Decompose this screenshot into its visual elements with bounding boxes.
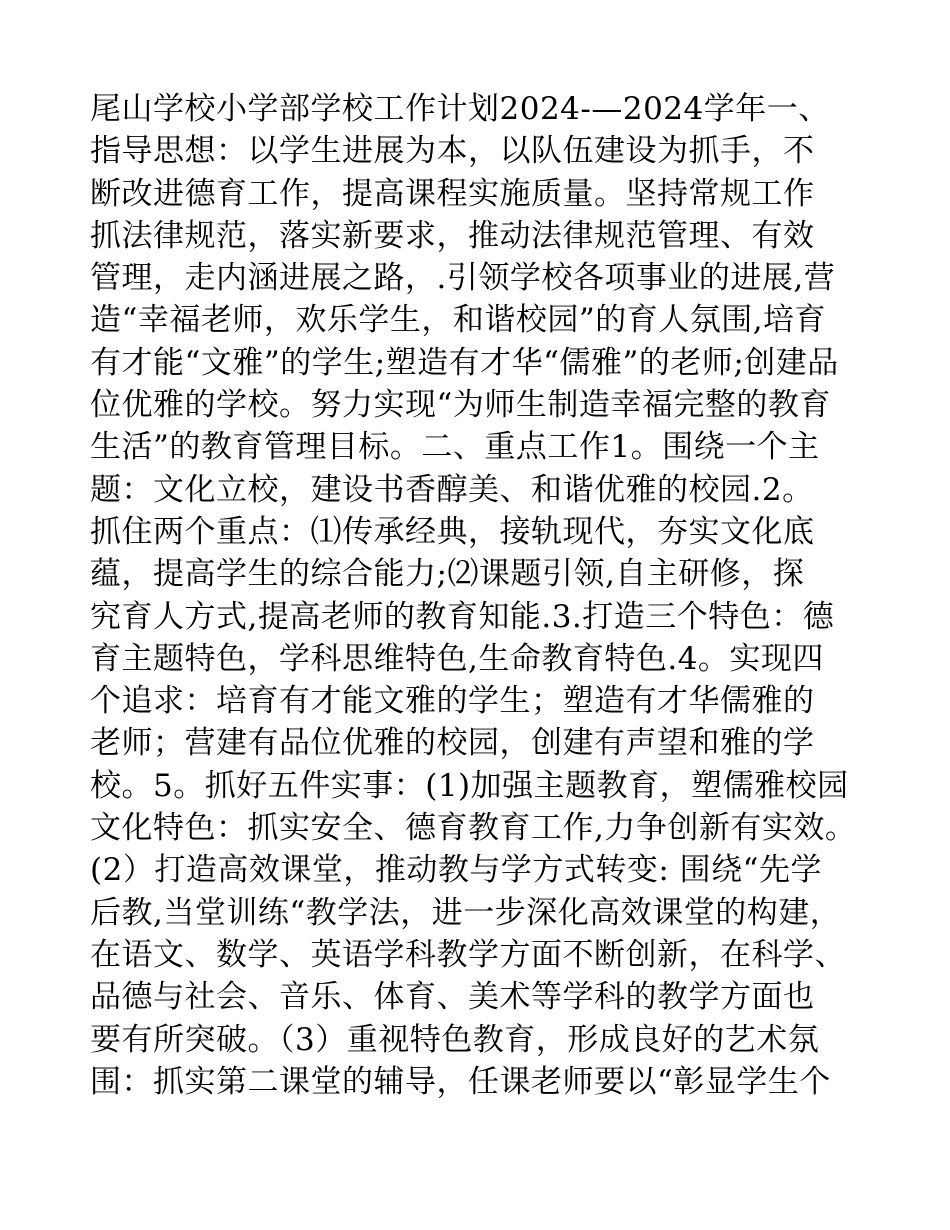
text-line: 究育人方式,提高老师的教育知能.3.打造三个特色：德 xyxy=(90,598,835,635)
text-line: 抓住两个重点：⑴传承经典，接轨现代，夯实文化底 xyxy=(90,513,815,550)
text-line: 造“幸福老师，欢乐学生，和谐校园”的育人氛围,培育 xyxy=(90,302,827,339)
text-line: 生活”的教育管理目标。二、重点工作1。围绕一个主 xyxy=(90,429,820,466)
text-line: 管理，走内涵进展之路，.引领学校各项事业的进展,营 xyxy=(90,260,836,297)
text-line: 后教,当堂训练“教学法，进一步深化高效课堂的构建， xyxy=(90,894,842,931)
text-line: 文化特色：抓实安全、德育教育工作,力争创新有实效。 xyxy=(90,810,857,847)
text-line: 位优雅的学校。努力实现“为师生制造幸福完整的教育 xyxy=(90,387,831,424)
text-line: (2）打造高效课堂，推动教与学方式转变: 围绕“先学 xyxy=(90,852,822,889)
text-line: 品德与社会、音乐、体育、美术等学科的教学方面也 xyxy=(90,979,815,1016)
text-line: 蕴，提高学生的综合能力;⑵课题引领,自主研修，探 xyxy=(90,556,805,593)
text-line: 校。5。抓好五件实事：(1)加强主题教育，塑儒雅校园 xyxy=(90,767,849,804)
text-line: 要有所突破。（3）重视特色教育，形成良好的艺术氛 xyxy=(90,1021,820,1058)
text-line: 尾山学校小学部学校工作计划2024-—2024学年一、 xyxy=(90,91,830,127)
text-line: 育主题特色，学科思维特色,生命教育特色.4。实现四 xyxy=(90,640,824,677)
text-line: 抓法律规范，落实新要求，推动法律规范管理、有效 xyxy=(90,217,815,254)
text-line: 在语文、数学、英语学科教学方面不断创新，在科学、 xyxy=(90,936,846,973)
text-line: 断改进德育工作，提高课程实施质量。坚持常规工作 xyxy=(90,175,815,212)
document-body-text xyxy=(90,88,890,1103)
text-line: 老师；营建有品位优雅的校园，创建有声望和雅的学 xyxy=(90,725,815,762)
text-line: 指导思想：以学生进展为本，以队伍建设为抓手，不 xyxy=(90,133,815,170)
text-line: 题：文化立校，建设书香醇美、和谐优雅的校园.2。 xyxy=(90,471,814,508)
text-line: 围：抓实第二课堂的辅导，任课老师要以“彰显学生个 xyxy=(90,1063,831,1100)
text-line: 有才能“文雅”的学生;塑造有才华“儒雅”的老师;创建品 xyxy=(90,344,839,381)
text-line: 个追求：培育有才能文雅的学生；塑造有才华儒雅的 xyxy=(90,683,815,720)
